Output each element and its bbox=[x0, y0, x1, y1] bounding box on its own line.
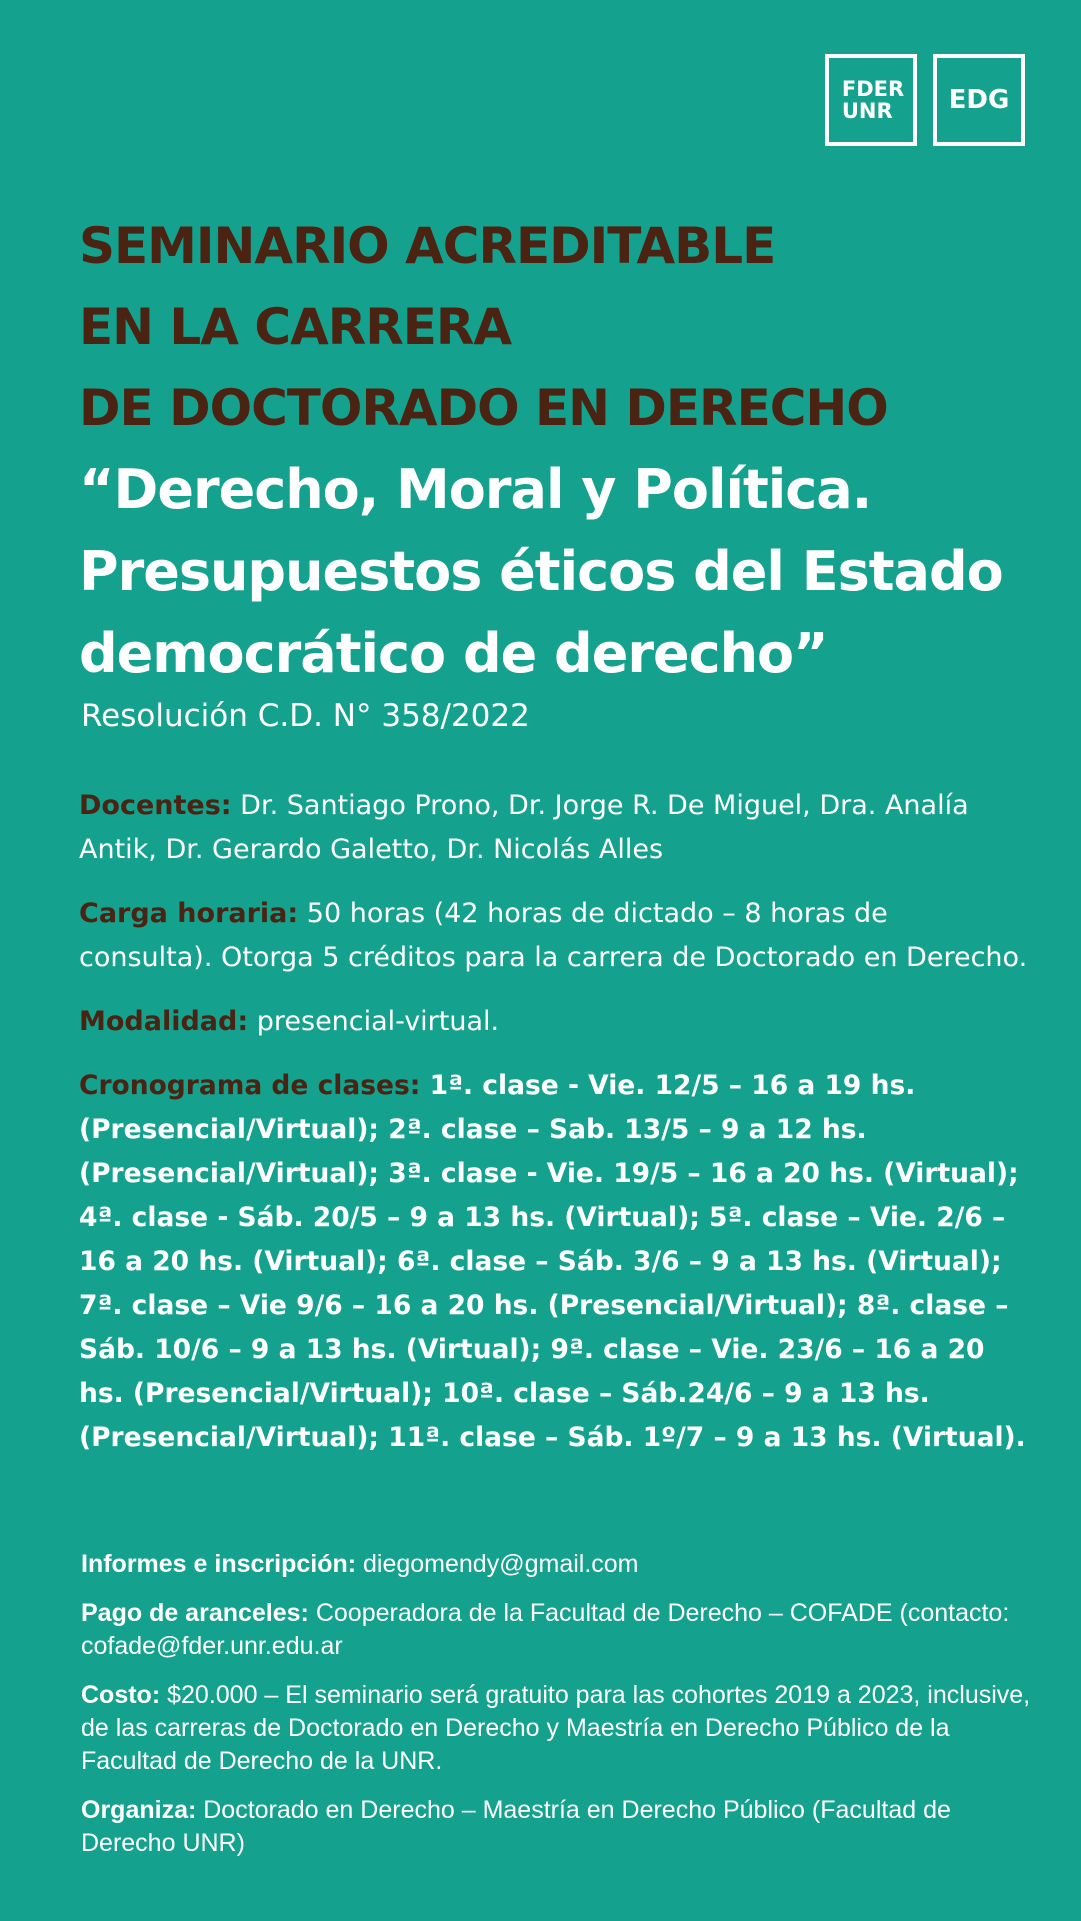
organiza-paragraph bbox=[81, 1794, 1031, 1860]
subtitle-line-1: “Derecho, Moral y Política. bbox=[79, 458, 872, 521]
costo-label: Costo: bbox=[81, 1681, 161, 1709]
modalidad-label: Modalidad: bbox=[79, 1006, 249, 1037]
carga-label: Carga horaria: bbox=[79, 898, 299, 929]
footer-info bbox=[81, 1548, 1031, 1876]
informes-label: Informes e inscripción: bbox=[81, 1550, 357, 1578]
docentes-text: Dr. Santiago Prono, Dr. Jorge R. De Miguel, Dra. Analía Antik, Dr. Gerardo Galetto, Dr. Nicolás Alles bbox=[79, 790, 969, 865]
edg-logo-text: EDG bbox=[948, 85, 1010, 115]
fder-unr-logo bbox=[825, 54, 917, 146]
resolution-number: Resolución C.D. N° 358/2022 bbox=[81, 698, 530, 734]
cronograma-label: Cronograma de clases: bbox=[79, 1070, 421, 1101]
subtitle-line-2: Presupuestos éticos del Estado bbox=[79, 540, 1003, 603]
pago-text: Cooperadora de la Facultad de Derecho – COFADE (contacto: cofade@fder.unr.edu.ar bbox=[81, 1599, 1010, 1660]
docentes-label: Docentes: bbox=[79, 790, 232, 821]
fder-logo-line2: UNR bbox=[841, 99, 893, 123]
edg-logo bbox=[933, 54, 1025, 146]
modalidad-paragraph bbox=[79, 1000, 1029, 1044]
docentes-paragraph bbox=[79, 784, 1029, 872]
heading-line-2: EN LA CARRERA bbox=[79, 298, 512, 356]
cronograma-paragraph bbox=[79, 1064, 1029, 1460]
heading-line-3: DE DOCTORADO EN DERECHO bbox=[79, 379, 888, 437]
informes-email: diegomendy@gmail.com bbox=[356, 1550, 639, 1578]
organiza-label: Organiza: bbox=[81, 1796, 197, 1824]
carga-text: 50 horas (42 horas de dictado – 8 horas de consulta). Otorga 5 créditos para la carrera de Doctorado en Derecho. bbox=[79, 898, 1028, 973]
cronograma-text: 1ª. clase - Vie. 12/5 – 16 a 19 hs. (Presencial/Virtual); 2ª. clase – Sab. 13/5 – 9 a 12 hs. (Presencial/Virtual); 3ª. clase - Vie. 19/5 – 16 a 20 hs. (Virtual); 4ª. clase - Sáb. 20/5 – 9 a 13 hs. (Virtual); 5ª. clase – Vie. 2/6 – 16 a 20 hs. (Virtual); 6ª. clase – Sáb. 3/6 – 9 a 13 hs. (Virtual); 7ª. clase – Vie 9/6 – 16 a 20 hs. (Presencial/Virtual); 8ª. clase – Sáb. 10/6 – 9 a 13 hs. (Virtual); 9ª. clase – Vie. 23/6 – 16 a 20 hs. (Presencial/Virtual); 10ª. clase – Sáb.24/6 – 9 a 13 hs. (Presencial/Virtual); 11ª. clase – Sáb. 1º/7 – 9 a 13 hs. (Virtual). bbox=[79, 1070, 1026, 1453]
costo-text: $20.000 – El seminario será gratuito para las cohortes 2019 a 2023, inclusive, de las carreras de Doctorado en Derecho y Maestría en Derecho Público de la Facultad de Derecho de la UNR. bbox=[81, 1681, 1031, 1775]
seminar-details bbox=[79, 784, 1029, 1480]
pago-paragraph bbox=[81, 1597, 1031, 1663]
logo-group bbox=[825, 54, 1025, 146]
costo-paragraph bbox=[81, 1679, 1031, 1778]
title-block bbox=[79, 206, 1039, 695]
heading-line-1: SEMINARIO ACREDITABLE bbox=[79, 217, 776, 275]
modalidad-text: presencial-virtual. bbox=[248, 1006, 500, 1037]
pago-label: Pago de aranceles: bbox=[81, 1599, 309, 1627]
informes-paragraph bbox=[81, 1548, 1031, 1581]
fder-logo-line1: FDER bbox=[841, 77, 905, 101]
carga-paragraph bbox=[79, 892, 1029, 980]
subtitle-line-3: democrático de derecho” bbox=[79, 622, 828, 685]
organiza-text: Doctorado en Derecho – Maestría en Derecho Público (Facultad de Derecho UNR) bbox=[81, 1796, 951, 1857]
